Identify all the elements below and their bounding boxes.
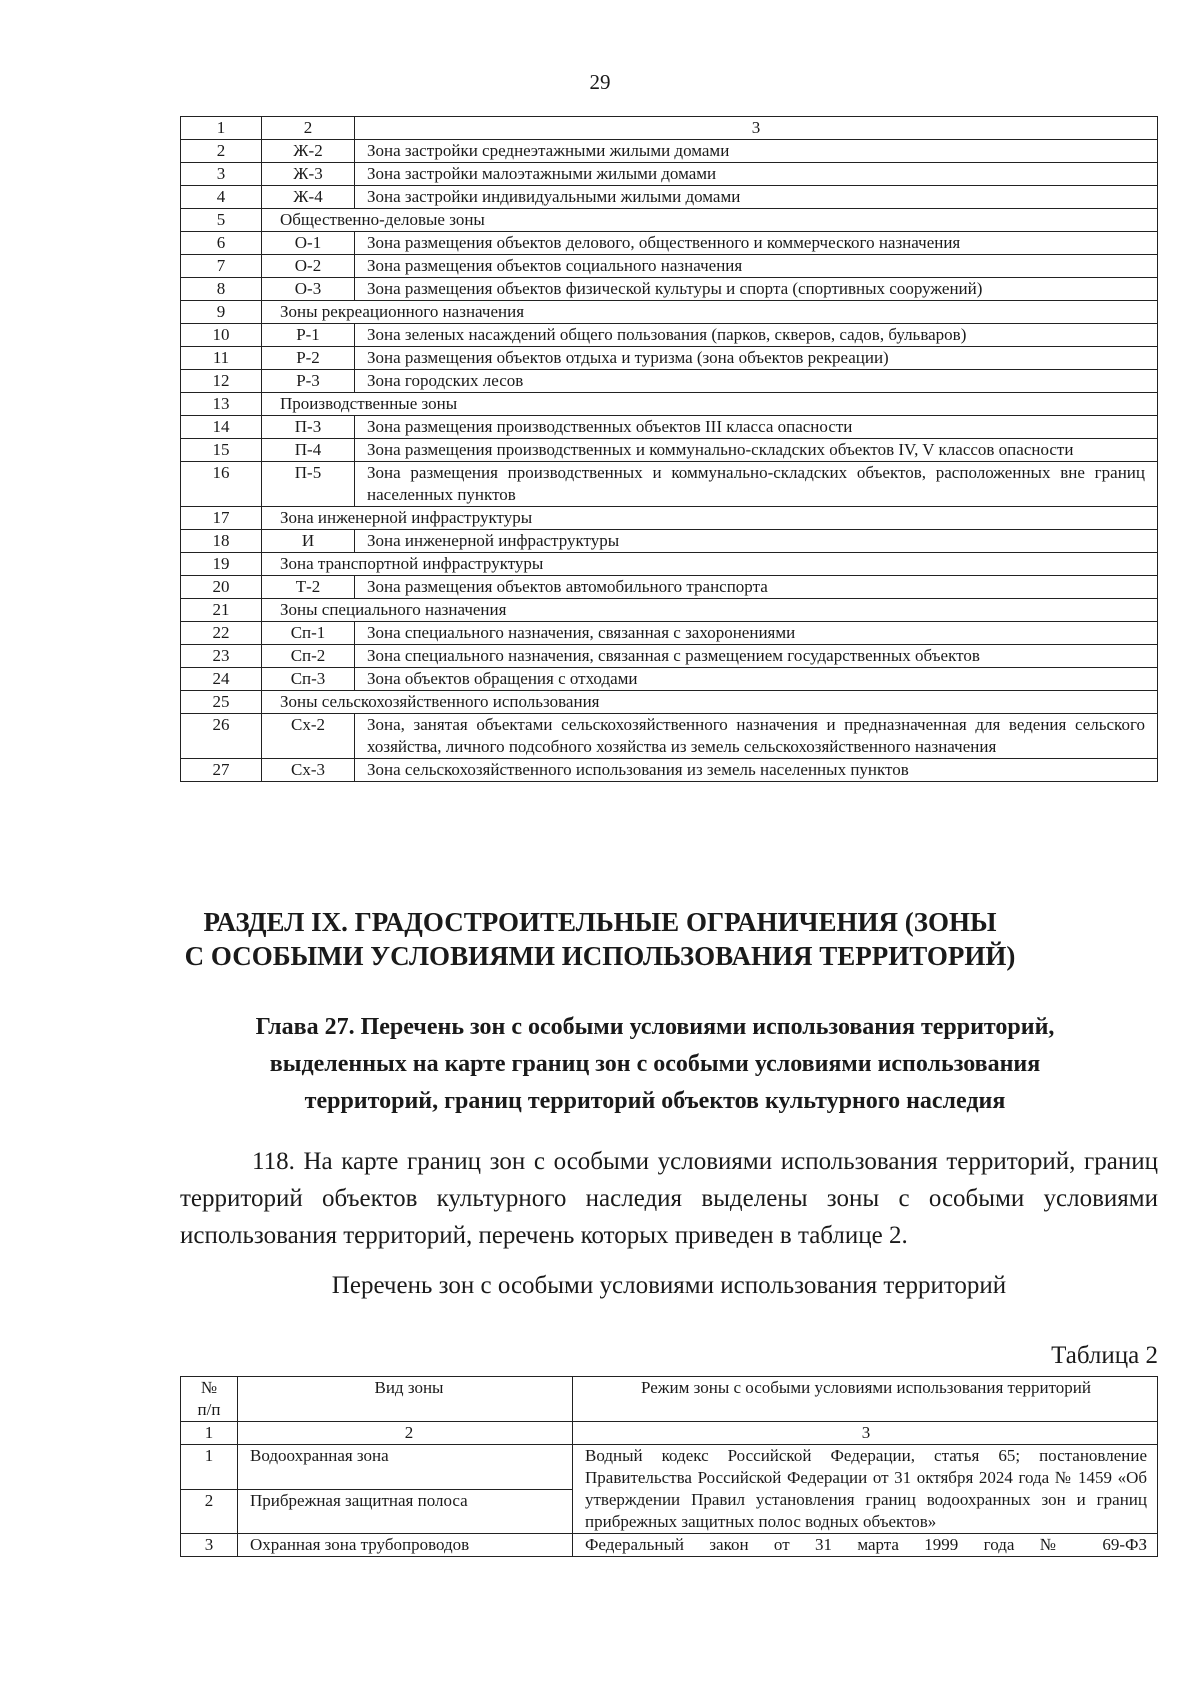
zone-name: Зона объектов обращения с отходами	[355, 668, 1158, 691]
zone-code: П-4	[262, 439, 355, 462]
zone-name: Зона специального назначения, связанная с размещением государственных объектов	[355, 645, 1158, 668]
zone-type: Водоохранная зона	[238, 1445, 573, 1490]
row-number: 17	[181, 507, 262, 530]
table-row	[181, 416, 1158, 439]
header-text: п/п	[197, 1400, 221, 1419]
table-row	[181, 622, 1158, 645]
group-row	[181, 393, 1158, 416]
group-name: Общественно-деловые зоны	[262, 209, 1158, 232]
page-number: 29	[589, 70, 611, 94]
group-name: Зоны рекреационного назначения	[262, 301, 1158, 324]
row-number: 4	[181, 186, 262, 209]
zone-code: О-3	[262, 278, 355, 301]
zone-name: Зона размещения объектов социального назначения	[355, 255, 1158, 278]
section-title-line: С ОСОБЫМИ УСЛОВИЯМИ ИСПОЛЬЗОВАНИЯ ТЕРРИТОРИЙ)	[184, 941, 1016, 971]
table-row	[181, 370, 1158, 393]
row-number: 19	[181, 553, 262, 576]
section-title	[150, 905, 1050, 973]
table-row	[181, 462, 1158, 507]
row-number: 5	[181, 209, 262, 232]
zone-name: Зона инженерной инфраструктуры	[355, 530, 1158, 553]
number-cell: 3	[573, 1422, 1158, 1445]
row-number: 21	[181, 599, 262, 622]
zone-name: Зона размещения производственных объектов III класса опасности	[355, 416, 1158, 439]
row-number: 27	[181, 759, 262, 782]
section-title-line: РАЗДЕЛ IX. ГРАДОСТРОИТЕЛЬНЫЕ ОГРАНИЧЕНИЯ (ЗОНЫ	[203, 907, 997, 937]
zone-name: Зона, занятая объектами сельскохозяйственного назначения и предназначенная для ведения сельского хозяйства, личного подсобного хозяйства из земель сельскохозяйственного назначения	[355, 714, 1158, 759]
zone-code: Сп-3	[262, 668, 355, 691]
zone-name: Зона сельскохозяйственного использования из земель населенных пунктов	[355, 759, 1158, 782]
row-number: 24	[181, 668, 262, 691]
zone-name: Зона размещения производственных и коммунально-складских объектов IV, V классов опасности	[355, 439, 1158, 462]
table-row	[181, 232, 1158, 255]
table-row	[181, 439, 1158, 462]
header-cell: 2	[262, 117, 355, 140]
group-name: Зона транспортной инфраструктуры	[262, 553, 1158, 576]
zone-name: Зона размещения объектов физической культуры и спорта (спортивных сооружений)	[355, 278, 1158, 301]
table-header-row	[181, 117, 1158, 140]
zone-name: Зона специального назначения, связанная с захоронениями	[355, 622, 1158, 645]
group-row	[181, 209, 1158, 232]
row-number: 1	[181, 1445, 238, 1490]
table-row	[181, 163, 1158, 186]
paragraph-118: 118. На карте границ зон с особыми условиями использования территорий, границ территорий объектов культурного наследия выделены зоны с особыми условиями использования территорий, перечень которых приведен в таблице 2.	[180, 1148, 1158, 1249]
number-cell: 2	[238, 1422, 573, 1445]
zone-code: Р-2	[262, 347, 355, 370]
group-name: Производственные зоны	[262, 393, 1158, 416]
group-name: Зона инженерной инфраструктуры	[262, 507, 1158, 530]
table-label: Таблица 2	[1051, 1342, 1158, 1369]
header-cell: Вид зоны	[238, 1377, 573, 1422]
number-cell: 1	[181, 1422, 238, 1445]
group-row	[181, 599, 1158, 622]
zone-name: Зона размещения объектов автомобильного транспорта	[355, 576, 1158, 599]
zone-name: Зона застройки среднеэтажными жилыми домами	[355, 140, 1158, 163]
zone-name: Зона застройки индивидуальными жилыми домами	[355, 186, 1158, 209]
row-number: 2	[181, 1489, 238, 1534]
header-cell: Режим зоны с особыми условиями использования территорий	[573, 1377, 1158, 1422]
row-number: 18	[181, 530, 262, 553]
zone-name: Зона городских лесов	[355, 370, 1158, 393]
row-number: 10	[181, 324, 262, 347]
zone-code: П-3	[262, 416, 355, 439]
zone-code: Сх-3	[262, 759, 355, 782]
zone-type: Прибрежная защитная полоса	[238, 1489, 573, 1534]
zone-name: Зона зеленых насаждений общего пользования (парков, скверов, садов, бульваров)	[355, 324, 1158, 347]
zone-name: Зона размещения производственных и коммунально-складских объектов, расположенных вне границ населенных пунктов	[355, 462, 1158, 507]
table-number-row	[181, 1422, 1158, 1445]
row-number: 3	[181, 163, 262, 186]
header-cell	[181, 1377, 238, 1422]
zone-code: Сп-2	[262, 645, 355, 668]
zone-code: П-5	[262, 462, 355, 507]
zone-regime: Водный кодекс Российской Федерации, статья 65; постановление Правительства Российской Федерации от 31 октября 2024 года № 1459 «Об утверждении Правил установления границ водоохранных зон и границ прибрежных защитных полос водных объектов»	[573, 1445, 1158, 1534]
zone-code: Ж-4	[262, 186, 355, 209]
row-number: 12	[181, 370, 262, 393]
group-name: Зоны сельскохозяйственного использования	[262, 691, 1158, 714]
restrictions-table	[180, 1376, 1158, 1557]
row-number: 14	[181, 416, 262, 439]
table-row	[181, 186, 1158, 209]
table-row	[181, 347, 1158, 370]
zone-code: О-1	[262, 232, 355, 255]
header-cell: 3	[355, 117, 1158, 140]
row-number: 11	[181, 347, 262, 370]
zone-code: Ж-2	[262, 140, 355, 163]
zone-name: Зона застройки малоэтажными жилыми домами	[355, 163, 1158, 186]
list-title: Перечень зон с особыми условиями использования территорий	[331, 1272, 1007, 1299]
row-number: 3	[181, 1534, 238, 1557]
table-row	[181, 324, 1158, 347]
zone-code: И	[262, 530, 355, 553]
row-number: 2	[181, 140, 262, 163]
zone-name: Зона размещения объектов отдыха и туризма (зона объектов рекреации)	[355, 347, 1158, 370]
zones-table	[180, 116, 1158, 782]
table-row	[181, 530, 1158, 553]
group-row	[181, 553, 1158, 576]
row-number: 25	[181, 691, 262, 714]
zone-code: О-2	[262, 255, 355, 278]
zone-type: Охранная зона трубопроводов	[238, 1534, 573, 1557]
row-number: 8	[181, 278, 262, 301]
table-row	[181, 645, 1158, 668]
row-number: 7	[181, 255, 262, 278]
group-row	[181, 301, 1158, 324]
zone-name: Зона размещения объектов делового, общественного и коммерческого назначения	[355, 232, 1158, 255]
table-row	[181, 576, 1158, 599]
table-row	[181, 278, 1158, 301]
table-row	[181, 714, 1158, 759]
zone-code: Т-2	[262, 576, 355, 599]
row-number: 9	[181, 301, 262, 324]
table-row	[181, 668, 1158, 691]
zone-code: Сх-2	[262, 714, 355, 759]
chapter-title-line: Глава 27. Перечень зон с особыми условиями использования территорий,	[255, 1014, 1055, 1040]
row-number: 15	[181, 439, 262, 462]
row-number: 16	[181, 462, 262, 507]
row-number: 23	[181, 645, 262, 668]
table-row	[181, 255, 1158, 278]
zone-code: Ж-3	[262, 163, 355, 186]
zone-code: Р-3	[262, 370, 355, 393]
table-header-row	[181, 1377, 1158, 1422]
row-number: 22	[181, 622, 262, 645]
chapter-title-line: выделенных на карте границ зон с особыми условиями использования	[269, 1051, 1041, 1077]
zone-code: Сп-1	[262, 622, 355, 645]
row-number: 13	[181, 393, 262, 416]
row-number: 6	[181, 232, 262, 255]
chapter-title-line: территорий, границ территорий объектов культурного наследия	[304, 1088, 1006, 1114]
table-row	[181, 140, 1158, 163]
table-row	[181, 1445, 1158, 1490]
row-number: 26	[181, 714, 262, 759]
chapter-title	[150, 1009, 1160, 1120]
group-row	[181, 507, 1158, 530]
header-text: №	[200, 1378, 218, 1397]
header-cell: 1	[181, 117, 262, 140]
table-row	[181, 1534, 1158, 1557]
zone-regime: Федеральный закон от 31 марта 1999 года № 69-ФЗ	[573, 1534, 1158, 1557]
table-row	[181, 759, 1158, 782]
row-number: 20	[181, 576, 262, 599]
group-name: Зоны специального назначения	[262, 599, 1158, 622]
zone-code: Р-1	[262, 324, 355, 347]
group-row	[181, 691, 1158, 714]
